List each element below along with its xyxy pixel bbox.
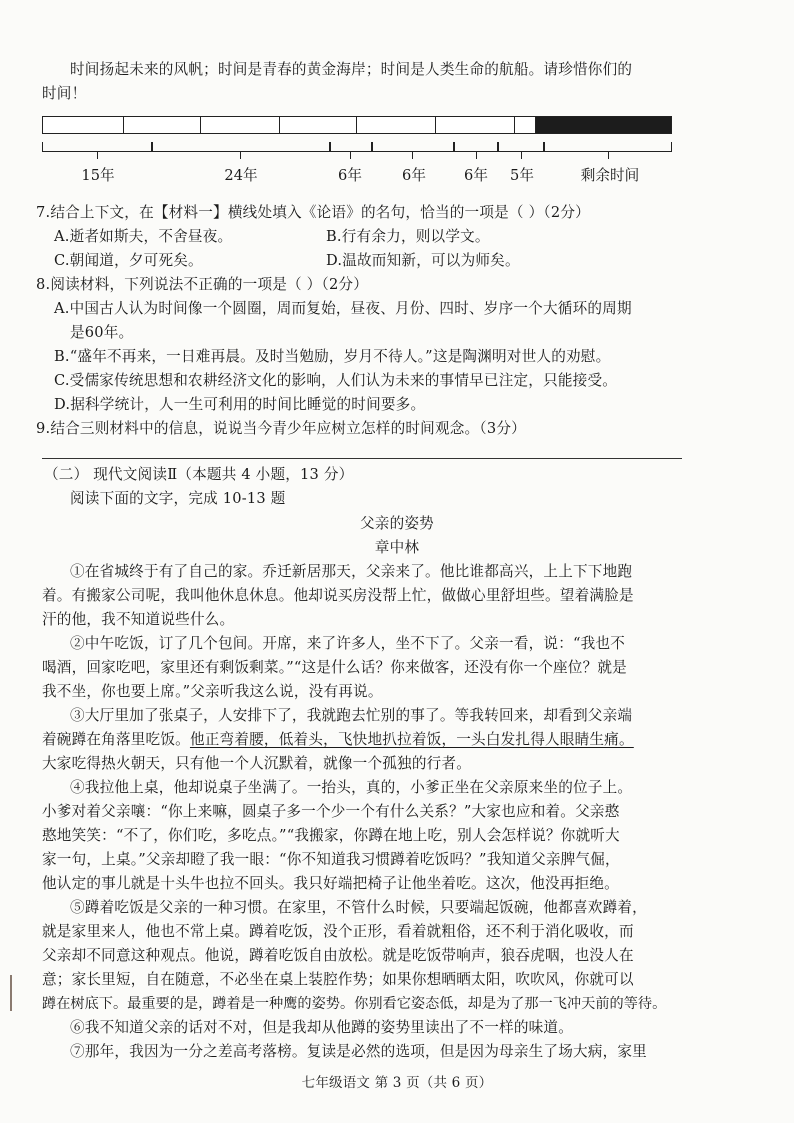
article-title: 父亲的姿势 (360, 515, 434, 532)
timeline-segment (356, 116, 436, 134)
question-7-stem: 7.结合上下文，在【材料一】横线处填入《论语》的名句，恰当的一项是（ ）（2分） (36, 204, 590, 221)
timeline-brace (454, 142, 498, 152)
article-line: 汗的他，我不知道说些什么。 (42, 611, 235, 628)
article-line: ②中午吃饭，订了几个包间。开席，来了许多人，坐不下了。父亲一看，说：“我也不 (70, 635, 626, 652)
timeline-brace (152, 142, 330, 152)
article-line: 家一句，上桌。”父亲却瞪了我一眼：“你不知道我习惯蹲着吃饭吗？”我知道父亲脾气倔， (42, 851, 620, 868)
timeline-brace-tick (412, 152, 413, 159)
timeline-label: 6年 (464, 167, 488, 184)
timeline-segment (279, 116, 357, 134)
question-7-option-d: D.温故而知新，可以为师矣。 (326, 252, 520, 269)
question-8-option-a: A.中国古人认为时间像一个圆圈，周而复始，昼夜、月份、四时、岁序一个大循环的周期 (54, 300, 632, 317)
article-line: ⑦那年，我因为一分之差高考落榜。复读是必然的选项，但是因为母亲生了场大病，家里 (70, 1043, 647, 1060)
article-line (42, 729, 634, 751)
article-line: ④我拉他上桌，他却说桌子坐满了。一抬头，真的，小爹正坐在父亲原来坐的位子上。 (70, 779, 633, 796)
timeline-segment (200, 116, 280, 134)
question-8-option-a-cont: 是60年。 (70, 324, 134, 341)
question-7-option-a: A.逝者如斯夫，不舍昼夜。 (54, 228, 233, 245)
timeline-segment (42, 116, 124, 134)
article-line: ①在省城终于有了自己的家。乔迁新居那天，父亲来了。他比谁都高兴，上上下下地跑 (70, 563, 633, 580)
timeline-brace-tick (97, 152, 98, 159)
timeline-brace (498, 142, 544, 152)
question-8-option-c: C.受儒家传统思想和农耕经济文化的影响，人们认为未来的事情早已注定，只能接受。 (54, 372, 618, 389)
timeline-brace (42, 142, 152, 152)
underlined-sentence: 他正弯着腰，低着头，飞快地扒拉着饭，一头白发扎得人眼睛生痛。 (189, 731, 634, 748)
question-8-stem: 8.阅读材料，下列说法不正确的一项是（ ）（2分） (36, 276, 369, 293)
timeline-brace-tick (350, 152, 351, 159)
timeline-label: 15年 (81, 167, 115, 184)
question-8-option-b: B.“盛年不再来，一日难再晨。及时当勉励，岁月不待人。”这是陶渊明对世人的劝慰。 (54, 348, 611, 365)
article-line: 父亲却不同意这种观点。他说，蹲着吃饭自由放松。就是吃饭带响声，狼吞虎咽，也没人在 (42, 947, 634, 964)
article-line: 小爹对着父亲嚷：“你上来嘛，圆桌子多一个少一个有什么关系？”大家也应和着。父亲憨 (42, 803, 620, 820)
article-line: 意；家长里短，自在随意，不必坐在桌上装腔作势；如果你想晒晒太阳，吹吹风，你就可以 (42, 971, 634, 988)
question-7-option-c: C.朝闻道，夕可死矣。 (54, 252, 203, 269)
timeline-segment (123, 116, 201, 134)
article-line: 他认定的事儿就是十头牛也拉不回头。我只好端把椅子让他坐着吃。这次，他没再拒绝。 (42, 875, 619, 892)
article-line: ⑤蹲着吃饭是父亲的一种习惯。在家里，不管什么时候，只要端起饭碗，他都喜欢蹲着， (70, 899, 647, 916)
timeline-brace (544, 142, 672, 152)
article-line: 憨地笑笑：“不了，你们吃，多吃点。”“我搬家，你蹲在地上吃，别人会怎样说？你就听大 (42, 827, 620, 844)
timeline-segment (514, 116, 536, 134)
article-line: ③大厅里加了张桌子，人安排下了，我就跑去忙别的事了。等我转回来，却看到父亲端 (70, 707, 633, 724)
question-8-option-d: D.据科学统计，人一生可利用的时间比睡觉的时间要多。 (54, 396, 426, 413)
section-2-header: （二） 现代文阅读Ⅱ（本题共 4 小题，13 分） (44, 466, 354, 483)
article-line: 蹲在树底下。最重要的是，蹲着是一种鹰的姿势。你别看它姿态低，却是为了那一飞冲天前的等待。 (42, 996, 667, 1012)
question-7-option-b: B.行有余力，则以学文。 (326, 228, 490, 245)
timeline-brace (372, 142, 454, 152)
article-line: 喝酒，回家吃吧，家里还有剩饭剩菜。”“这是什么话？你来做客，还没有你一个座位？就是 (42, 659, 627, 676)
timeline-brace-tick (521, 152, 522, 159)
section-2-instruction: 阅读下面的文字，完成 10-13 题 (70, 490, 286, 507)
article-text: 着碗蹲在角落里吃饭。 (42, 731, 190, 748)
intro-line-1: 时间扬起未来的风帆；时间是青春的黄金海岸；时间是人类生命的航船。请珍惜你们的 (70, 61, 633, 78)
article-author: 章中林 (374, 539, 420, 556)
article-line: 大家吃得热火朝天，只有他一个人沉默着，就像一个孤独的行者。 (42, 755, 472, 772)
timeline-brace-tick (476, 152, 477, 159)
timeline-segment-remaining (535, 116, 672, 134)
timeline-brace-tick (240, 152, 241, 159)
scan-mark (10, 975, 12, 1011)
timeline-label: 6年 (402, 167, 426, 184)
article-line: 就是家里来人，他也不常上桌。蹲着吃饭，没个正形，看着就粗俗，还不利于消化吸收，而 (42, 923, 634, 940)
timeline-label: 6年 (338, 167, 362, 184)
timeline-label: 24年 (224, 167, 258, 184)
timeline-segment (435, 116, 515, 134)
timeline-brace (330, 142, 372, 152)
intro-line-2: 时间！ (42, 85, 87, 102)
timeline-brace-tick (608, 152, 609, 159)
article-line: ⑥我不知道父亲的话对不对，但是我却从他蹲的姿势里读出了不一样的味道。 (70, 1019, 573, 1036)
article-line: 着。有搬家公司呢，我叫他休息休息。他却说买房没帮上忙，做做心里舒坦些。望着满脸是 (42, 587, 634, 604)
timeline-label: 剩余时间 (580, 167, 640, 184)
article-line: 我不坐，你也要上席。”父亲听我这么说，没有再说。 (42, 683, 383, 700)
question-9-stem: 9.结合三则材料中的信息，说说当今青少年应树立怎样的时间观念。（3分） (36, 420, 526, 437)
section-divider (42, 458, 682, 459)
timeline-label: 5年 (510, 167, 534, 184)
page-footer: 七年级语文 第 3 页（共 6 页） (301, 1075, 493, 1091)
